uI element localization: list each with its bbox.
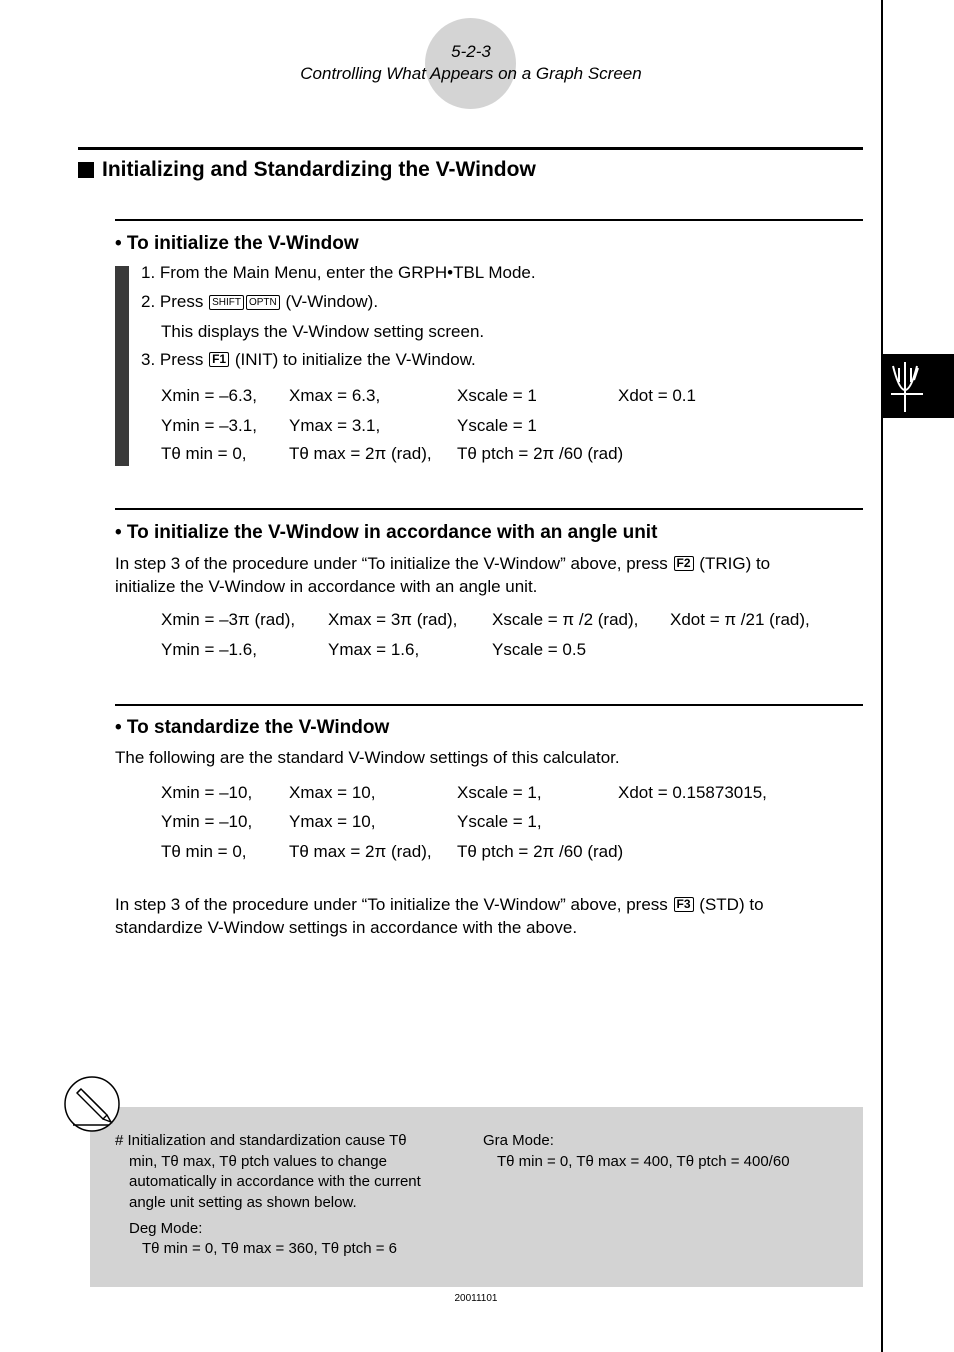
note-line-4: angle unit setting as shown below.: [129, 1194, 357, 1211]
init-xmin: Xmin = –6.3,: [161, 386, 257, 405]
subsection-rule-init: [115, 219, 863, 221]
init-ymin: Ymin = –3.1,: [161, 416, 257, 435]
step-3-prefix: 3. Press: [141, 350, 204, 369]
std-para-prefix: In step 3 of the procedure under “To initialize the V-Window” above, press: [115, 895, 668, 914]
shift-key-icon: SHIFT: [209, 295, 244, 310]
footer-code: 20011101: [454, 1293, 498, 1304]
subsection-rule-std: [115, 704, 863, 706]
init-xmax: Xmax = 6.3,: [289, 386, 381, 405]
std-tmin: Tθ min = 0,: [161, 842, 247, 861]
angle-ymin: Ymin = –1.6,: [161, 640, 257, 659]
init-step-2-note: This displays the V-Window setting screen.: [161, 322, 485, 341]
init-step-3: [141, 350, 476, 370]
square-bullet-icon: [78, 162, 94, 178]
std-tptch: Tθ ptch = 2π /60 (rad): [457, 842, 624, 861]
page-header-title: Controlling What Appears on a Graph Screen: [300, 64, 642, 83]
std-heading: • To standardize the V-Window: [115, 717, 390, 738]
std-intro: The following are the standard V-Window settings of this calculator.: [115, 748, 620, 767]
gra-mode-label: Gra Mode:: [483, 1132, 554, 1149]
step-3-suffix: (INIT) to initialize the V-Window.: [234, 350, 476, 369]
angle-xmax: Xmax = 3π (rad),: [328, 610, 458, 629]
init-step-1: 1. From the Main Menu, enter the GRPH•TBL Mode.: [141, 263, 536, 282]
init-tmax: Tθ max = 2π (rad),: [289, 444, 432, 463]
angle-xscale: Xscale = π /2 (rad),: [492, 610, 639, 629]
angle-para-prefix: In step 3 of the procedure under “To initialize the V-Window” above, press: [115, 554, 668, 573]
angle-ymax: Ymax = 1.6,: [328, 640, 420, 659]
section-title-text: Initializing and Standardizing the V-Window: [102, 158, 536, 181]
init-step-2: [141, 292, 378, 312]
chapter-tab: [883, 354, 954, 418]
optn-key-icon: OPTN: [246, 295, 280, 310]
init-ymax: Ymax = 3.1,: [289, 416, 381, 435]
f3-key-icon: F3: [674, 897, 694, 912]
init-xdot: Xdot = 0.1: [618, 386, 696, 405]
gra-mode-values: Tθ min = 0, Tθ max = 400, Tθ ptch = 400/60: [497, 1153, 790, 1170]
std-xdot: Xdot = 0.15873015,: [618, 783, 767, 802]
std-yscale: Yscale = 1,: [457, 812, 542, 831]
section-rule: [78, 147, 863, 150]
pencil-note-icon: [63, 1075, 121, 1133]
deg-mode-label: Deg Mode:: [129, 1220, 203, 1237]
subsection-rule-angle: [115, 508, 863, 510]
deg-mode-values: Tθ min = 0, Tθ max = 360, Tθ ptch = 6: [142, 1240, 397, 1257]
step-2-prefix: 2. Press: [141, 292, 204, 311]
std-xmin: Xmin = –10,: [161, 783, 253, 802]
angle-yscale: Yscale = 0.5: [492, 640, 587, 659]
init-tmin: Tθ min = 0,: [161, 444, 247, 463]
std-para-suffix: (STD) to standardize V-Window settings in accordance with the above.: [115, 895, 764, 937]
section-title: [78, 158, 536, 182]
std-ymin: Ymin = –10,: [161, 812, 253, 831]
init-tptch: Tθ ptch = 2π /60 (rad): [457, 444, 624, 463]
note-line-3: automatically in accordance with the current: [129, 1173, 421, 1190]
f1-key-icon: F1: [209, 352, 229, 367]
init-heading: • To initialize the V-Window: [115, 233, 359, 254]
angle-xdot: Xdot = π /21 (rad),: [670, 610, 810, 629]
graph-tab-icon: [883, 354, 954, 418]
page-edge-rule: [881, 0, 883, 1352]
std-xmax: Xmax = 10,: [289, 783, 376, 802]
page-number: 5-2-3: [451, 42, 491, 61]
step-2-suffix: (V-Window).: [285, 292, 379, 311]
std-tmax: Tθ max = 2π (rad),: [289, 842, 432, 861]
note-line-1: # Initialization and standardization cause Tθ: [115, 1132, 407, 1149]
note-line-2: min, Tθ max, Tθ ptch values to change: [129, 1153, 387, 1170]
angle-heading: • To initialize the V-Window in accordance with an angle unit: [115, 522, 658, 543]
std-ymax: Ymax = 10,: [289, 812, 376, 831]
angle-para-suffix: (TRIG) to initialize the V-Window in accordance with an angle unit.: [115, 554, 771, 596]
angle-paragraph: [115, 552, 835, 598]
angle-xmin: Xmin = –3π (rad),: [161, 610, 296, 629]
procedure-bar: [115, 266, 129, 466]
std-xscale: Xscale = 1,: [457, 783, 542, 802]
f2-key-icon: F2: [674, 556, 694, 571]
std-paragraph: [115, 893, 835, 939]
init-xscale: Xscale = 1: [457, 386, 537, 405]
init-yscale: Yscale = 1: [457, 416, 537, 435]
